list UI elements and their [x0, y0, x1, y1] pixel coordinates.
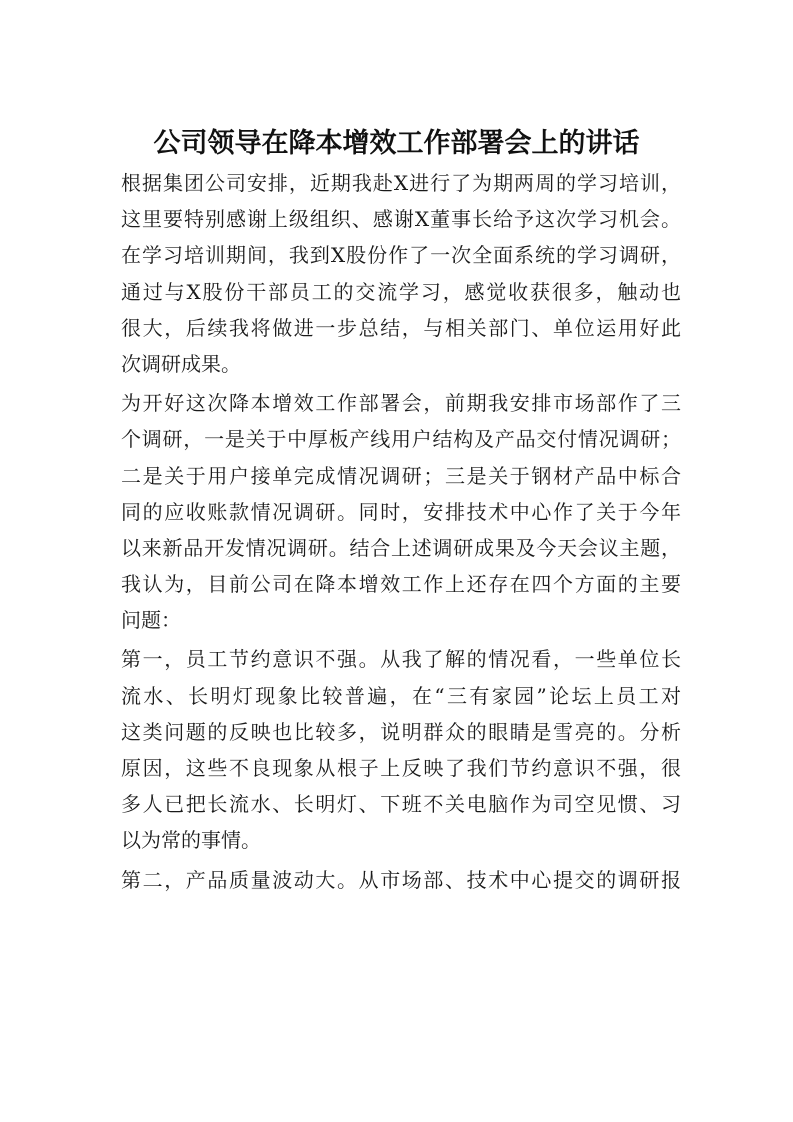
text-line: 第二，产品质量波动大。从市场部、技术中心提交的调研报 [121, 867, 681, 892]
paragraph [121, 165, 681, 382]
text-line: 流水、长明灯现象比较普遍，在“三有家园”论坛上员工对 [121, 683, 681, 708]
text-line: 通过与X股份干部员工的交流学习，感觉收获很多，触动也 [121, 279, 681, 304]
text-line: 这里要特别感谢上级组织、感谢X董事长给予这次学习机会。 [121, 207, 681, 232]
text-line: 以来新品开发情况调研。结合上述调研成果及今天会议主题， [121, 535, 681, 560]
text-line: 我认为，目前公司在降本增效工作上还存在四个方面的主要 [121, 572, 681, 597]
text-line: 在学习培训期间，我到X股份作了一次全面系统的学习调研， [121, 243, 681, 268]
text-line: 很大，后续我将做进一步总结，与相关部门、单位运用好此 [121, 315, 681, 340]
document-title: 公司领导在降本增效工作部署会上的讲话 [153, 128, 640, 159]
paragraph [121, 385, 681, 638]
text-line: 第一，员工节约意识不强。从我了解的情况看，一些单位长 [121, 647, 681, 672]
text-line: 次调研成果。 [121, 351, 241, 376]
paragraph [121, 641, 681, 858]
text-line: 为开好这次降本增效工作部署会，前期我安排市场部作了三 [121, 391, 681, 416]
paragraph [121, 862, 681, 898]
text-line: 二是关于用户接单完成情况调研；三是关于钢材产品中标合 [121, 463, 681, 488]
text-line: 多人已把长流水、长明灯、下班不关电脑作为司空见惯、习 [121, 792, 681, 817]
text-line: 问题： [121, 608, 181, 633]
text-line: 根据集团公司安排，近期我赴X进行了为期两周的学习培训， [121, 171, 681, 195]
text-line: 同的应收账款情况调研。同时，安排技术中心作了关于今年 [121, 499, 681, 524]
text-line: 个调研，一是关于中厚板产线用户结构及产品交付情况调研； [121, 427, 681, 452]
document-body [121, 165, 681, 898]
text-line: 以为常的事情。 [121, 828, 261, 853]
text-line: 原因，这些不良现象从根子上反映了我们节约意识不强，很 [121, 756, 681, 780]
text-line: 这类问题的反映也比较多，说明群众的眼睛是雪亮的。分析 [121, 719, 681, 744]
